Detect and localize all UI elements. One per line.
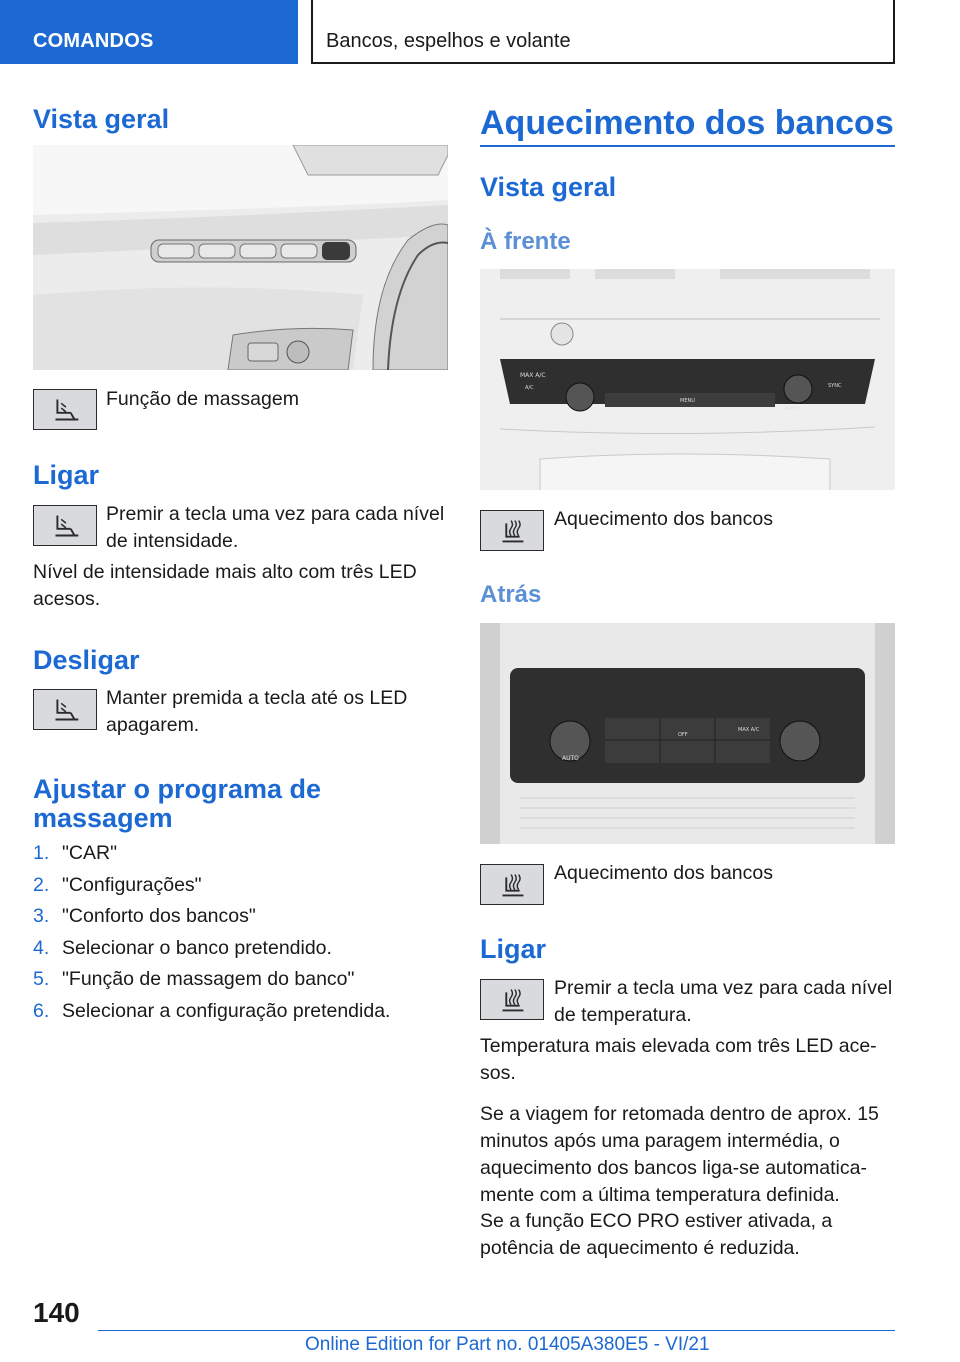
panel-label: OFF [678,732,688,738]
on-icon-text-left: Premir a tecla uma vez para cada nível de intensidade. [106,503,445,552]
off-icon-text: Manter premida a tecla até os LED apagarem. [106,687,408,736]
on-note-left: Nível de intensidade mais alto com três LED acesos. [33,561,417,610]
rear-heading: Atrás [480,581,542,608]
footer-rule [98,1330,895,1331]
panel-label: MENU [680,398,695,404]
section-title: COMANDOS [33,30,154,52]
seat-massage-icon [34,690,96,729]
panel-label: SYNC [828,383,842,389]
off-heading: Desligar [33,645,140,675]
chapter-tab [311,0,895,64]
panel-label: A/C [525,385,534,391]
rear-climate-panel-photo [480,623,895,844]
resume-note: Se a viagem for retomada dentro de aprox. 15 minutos após uma paragem intermédia, o aquecimento dos bancos liga-se automaticamente com a última temperatura definida. [480,1103,879,1206]
heading-rule [480,145,895,147]
front-climate-panel-photo [480,269,895,490]
list-item: 5. "Função de massagem do banco" [33,968,355,991]
massage-icon-caption: Função de massagem [106,388,299,410]
section-tab [0,0,298,64]
list-item: 6. Selecionar a configuração pretendida. [33,999,391,1022]
heating-icon-box-front [480,510,544,551]
page-number: 140 [33,1297,80,1328]
overview-heading-right: Vista geral [480,172,617,202]
seat-massage-icon [34,506,96,545]
footer-edition: Online Edition for Part no. 01405A380E5 - VI/21 [305,1334,710,1355]
massage-icon-box [33,389,97,430]
overview-heading-left: Vista geral [33,104,170,134]
panel-label: AUTO [562,755,579,762]
on-note-right: Temperatura mais elevada com três LED acesos. [480,1035,877,1084]
on-heading-left: Ligar [33,460,100,490]
panel-label: AUTO [785,406,800,412]
seat-heating-icon [481,511,543,550]
adjust-heading: Ajustar o programa de massagem [33,774,322,833]
steps-list [33,840,448,1030]
main-heading: Aquecimento dos bancos [480,104,894,142]
eco-note: Se a função ECO PRO estiver ativada, a potência de aquecimento é reduzida. [480,1210,833,1259]
massage-icon-box-off [33,689,97,730]
heating-icon-box-on [480,979,544,1020]
on-heading-right: Ligar [480,934,547,964]
chapter-title: Bancos, espelhos e volante [326,30,571,52]
list-item: 3. "Conforto dos bancos" [33,905,256,928]
panel-label: MAX A/C [520,372,546,379]
seat-massage-icon [34,390,96,429]
list-item: 1. "CAR" [33,842,118,864]
door-panel-photo [33,145,448,370]
panel-label: MAX A/C [738,727,760,733]
front-heading: À frente [480,228,571,255]
seat-heating-icon [481,980,543,1019]
seat-heating-icon [481,865,543,904]
on-icon-text-right: Premir a tecla uma vez para cada nível de temperatura. [554,977,893,1026]
front-icon-caption: Aquecimento dos bancos [554,508,773,530]
rear-icon-caption: Aquecimento dos bancos [554,862,773,884]
list-item: 4. Selecionar o banco pretendido. [33,936,332,959]
heating-icon-box-rear [480,864,544,905]
list-item: 2. "Configurações" [33,873,202,896]
massage-icon-box-on [33,505,97,546]
